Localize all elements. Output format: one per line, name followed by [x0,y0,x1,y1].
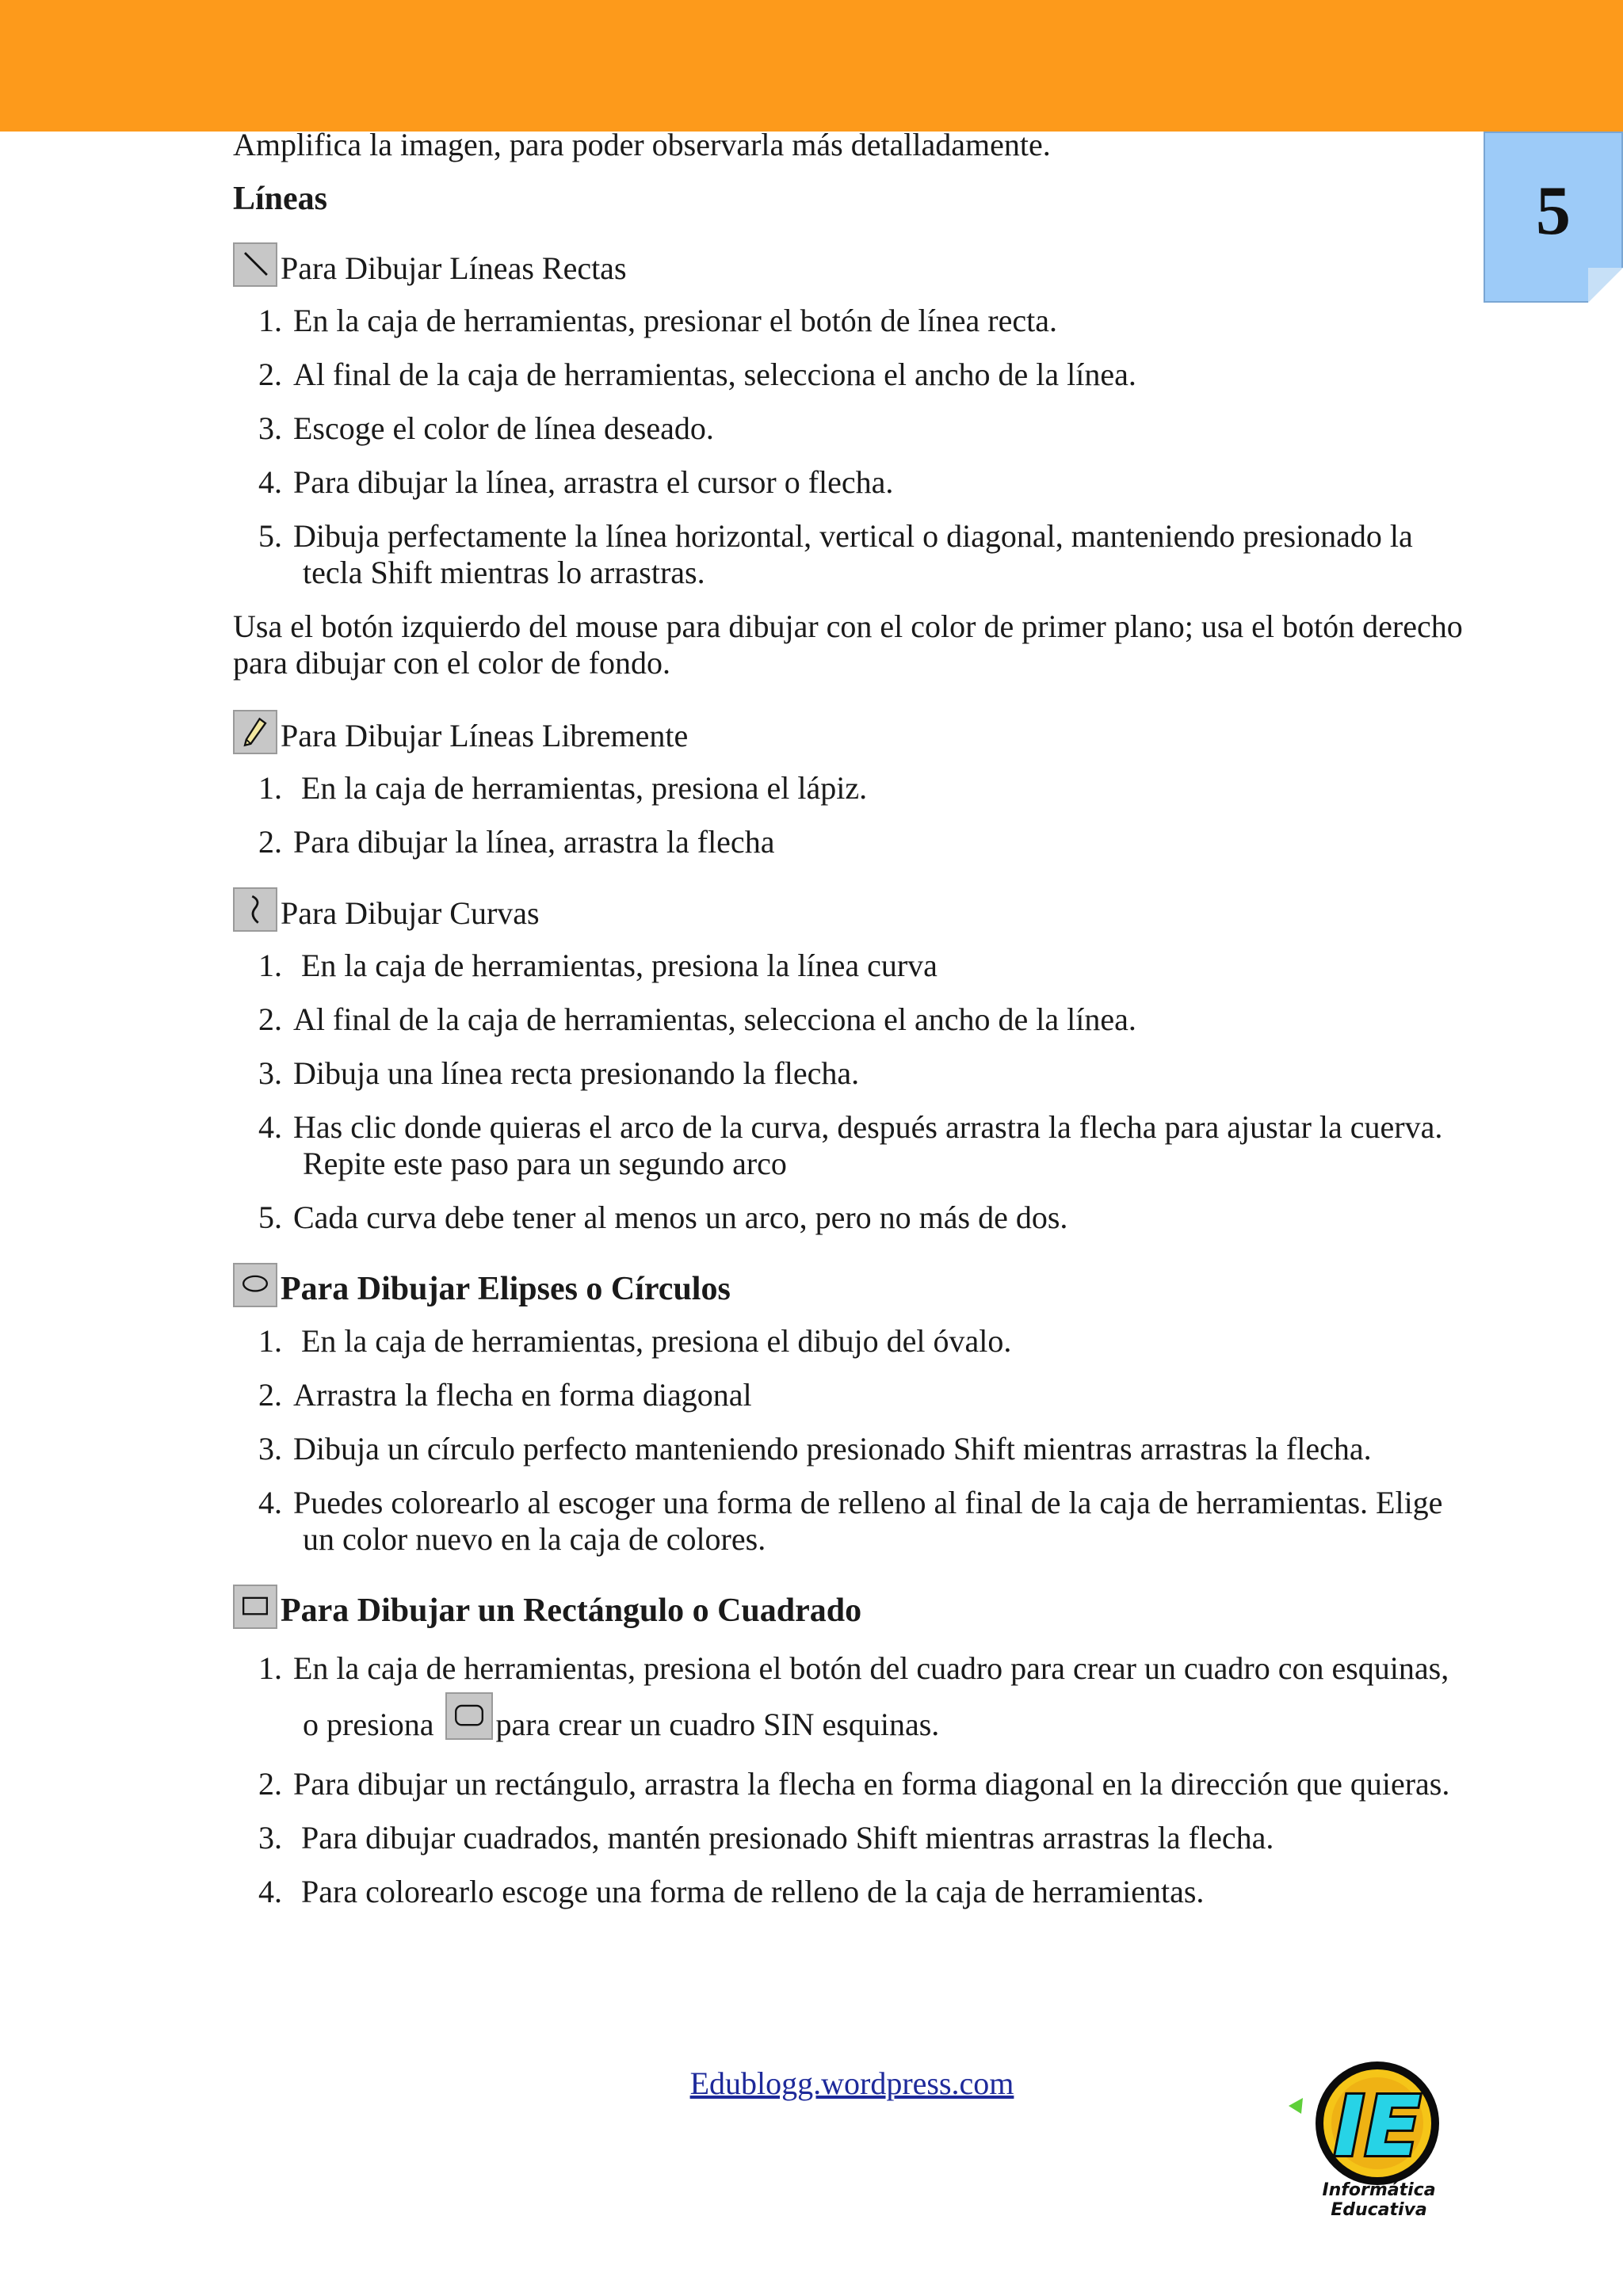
list-item: 4. Para dibujar la línea, arrastra el cursor o flecha. [258,464,894,500]
subheading-freehand-lines [233,710,1469,754]
list-item: 4. Has clic donde quieras el arco de la curva, después arrastra la flecha para ajustar la cuerva. Repite este paso para un segundo arco [258,1109,1443,1181]
subheading-label: Para Dibujar Líneas Rectas [281,250,627,286]
pencil-tool-icon [233,710,277,754]
list-item: 1. En la caja de herramientas, presiona el lápiz. [258,770,868,806]
subheading-curves [233,887,1469,932]
line-tool-icon [233,242,277,287]
list-item: 2. Arrastra la flecha en forma diagonal [258,1377,752,1413]
page-number-tab [1484,132,1623,303]
rounded-rectangle-tool-icon [445,1692,493,1740]
list-item: 3. Dibuja un círculo perfecto manteniendo presionado Shift mientras arrastras la flecha. [258,1431,1372,1466]
mouse-note: Usa el botón izquierdo del mouse para dibujar con el color de primer plano; usa el botón derecho para dibujar con el color de fondo. [233,608,1463,681]
list-item: 5. Cada curva debe tener al menos un arco, pero no más de dos. [258,1199,1068,1235]
steps-list [233,1323,1469,1558]
subheading-rectangles [233,1585,1469,1629]
page-number: 5 [1536,173,1571,250]
section-title: Líneas [233,181,328,217]
steps-list [233,303,1469,591]
subheading-straight-lines [233,242,1469,287]
list-item: 3. Para dibujar cuadrados, mantén presionado Shift mientras arrastras la flecha. [258,1820,1274,1855]
steps-list [233,1645,1469,1910]
curve-tool-icon [233,887,277,932]
steps-list [233,948,1469,1236]
list-item: 2. Al final de la caja de herramientas, selecciona el ancho de la línea. [258,1001,1136,1037]
list-item: 3. Dibuja una línea recta presionando la flecha. [258,1055,860,1091]
list-item: 3. Escoge el color de línea deseado. [258,410,714,446]
list-item: 1. En la caja de herramientas, presiona la línea curva [258,948,938,983]
ellipse-tool-icon [233,1263,277,1307]
list-item: 5. Dibuja perfectamente la línea horizontal, vertical o diagonal, manteniendo presionado la tecla Shift mientras lo arrastras. [258,518,1413,590]
intro-text: Amplifica la imagen, para poder observarla más detalladamente. [233,127,1051,162]
list-item: 4. Puedes colorearlo al escoger una forma de relleno al final de la caja de herramientas. Elige un color nuevo en la caja de colores. [258,1485,1443,1557]
section-straight-lines [233,242,1469,681]
section-rectangles [233,1585,1469,1910]
list-item: 2. Al final de la caja de herramientas, selecciona el ancho de la línea. [258,357,1136,392]
subheading-label: Para Dibujar Curvas [281,895,540,931]
rectangle-tool-icon [233,1585,277,1629]
subheading-ellipses [233,1263,1469,1307]
section-ellipses [233,1263,1469,1558]
footer-website-link[interactable]: Edublogg.wordpress.com [689,2065,1014,2101]
subheading-label: Para Dibujar Líneas Libremente [281,718,689,753]
list-item: 4. Para colorearlo escoge una forma de relleno de la caja de herramientas. [258,1874,1205,1909]
document-body [233,127,1469,1928]
list-item: 1. En la caja de herramientas, presiona el botón del cuadro para crear un cuadro con esquinas, o presiona para crear un cuadro SIN esquinas. [258,1650,1449,1742]
list-item: 1. En la caja de herramientas, presiona el dibujo del óvalo. [258,1323,1012,1359]
steps-list [233,770,1469,860]
logo-letters: IE [1334,2078,1421,2175]
section-curves [233,887,1469,1236]
subheading-label: Para Dibujar un Rectángulo o Cuadrado [281,1592,862,1629]
section-freehand-lines [233,710,1469,860]
list-item: 2. Para dibujar un rectángulo, arrastra la flecha en forma diagonal en la dirección que quieras. [258,1766,1450,1802]
list-item: 2. Para dibujar la línea, arrastra la flecha [258,824,775,860]
top-header-bar [0,0,1623,132]
logo-caption: Informática Educativa [1322,2180,1436,2220]
page-corner-fold [1588,268,1623,303]
subheading-label: Para Dibujar Elipses o Círculos [281,1271,731,1307]
list-item: 1. En la caja de herramientas, presionar el botón de línea recta. [258,303,1057,338]
